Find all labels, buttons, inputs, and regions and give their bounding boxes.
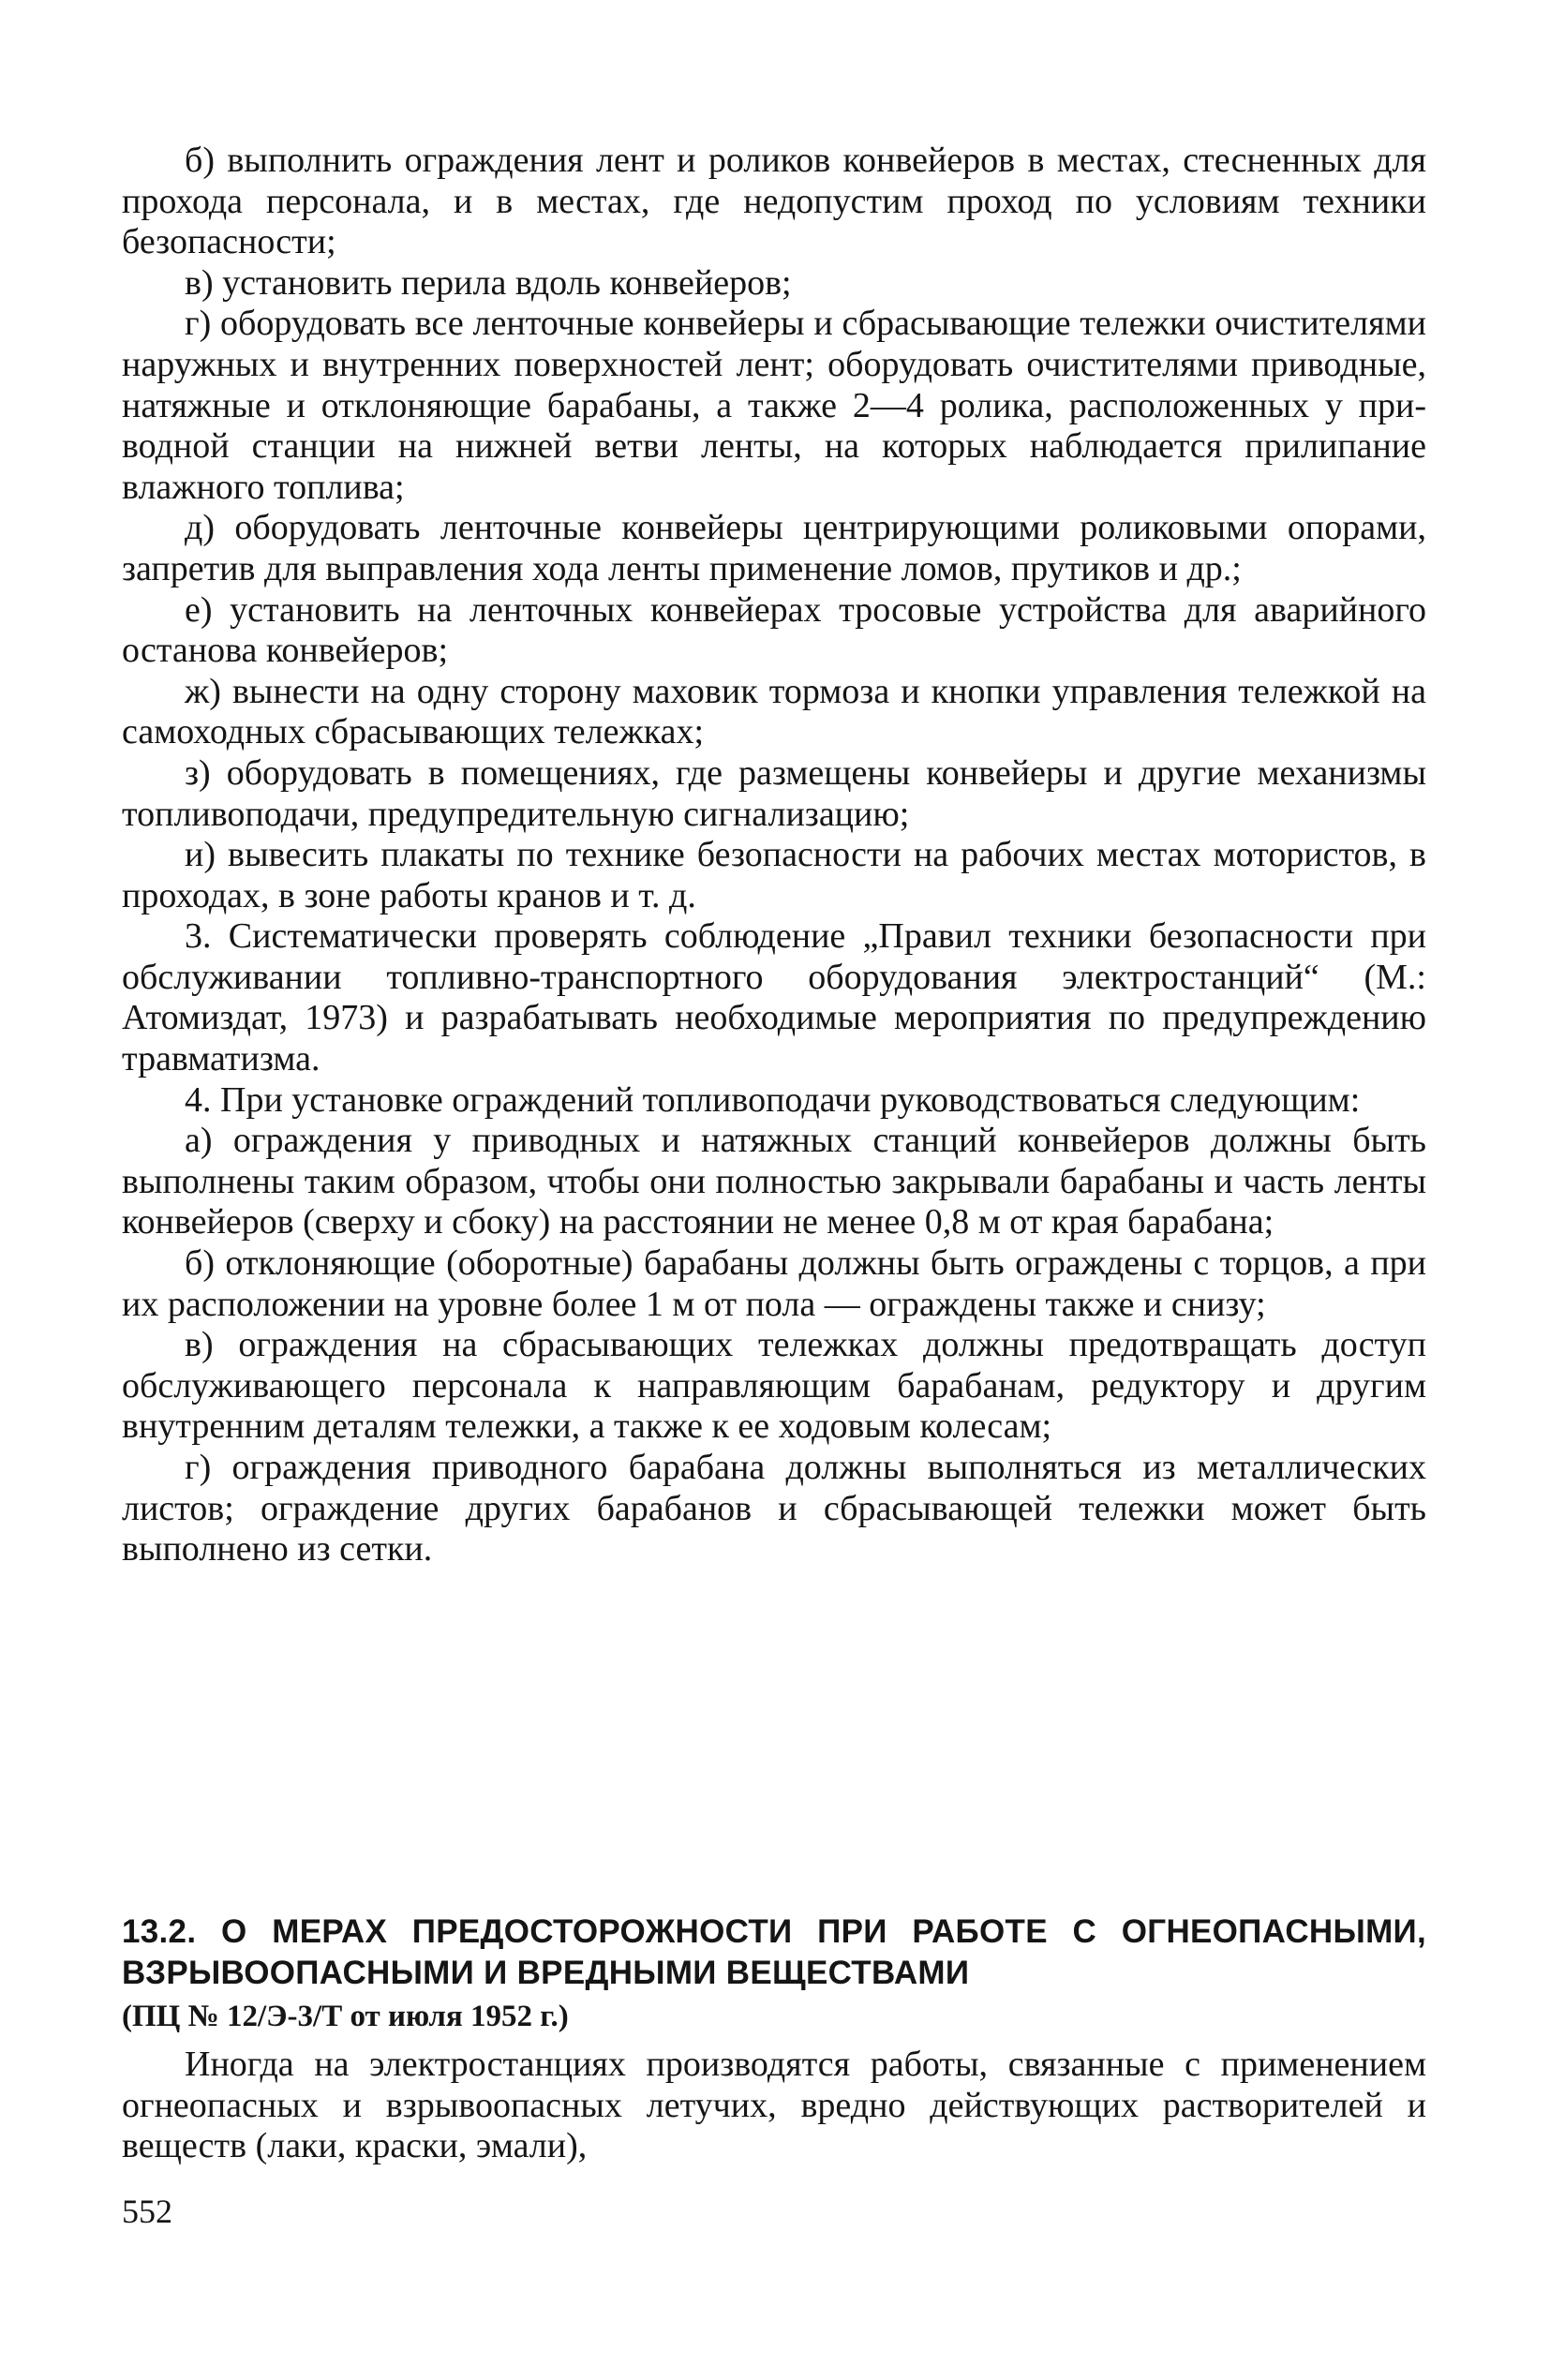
section-body <box>122 2045 1426 2167</box>
paragraph-i-posters: и) вывесить плакаты по технике безопасности на рабочих местах мотористов, в проходах, в зоне работы кранов и т. д. <box>122 835 1426 915</box>
section-paragraph: Иногда на электростанциях производятся работы, связанные с применением огнеопасных и взрывоопасных летучих, вредно действующих растворителей и веществ (лаки, краски, эмали), <box>122 2045 1426 2166</box>
paragraph-3-rules-check: 3. Систематически проверять соблюдение „Правил техники безопасности при обслуживании топливно-транспортного оборудования электростанций“ (М.: Атомиздат, 1973) и разрабатывать необходимые мероприятия по предупреждению травматизма. <box>122 916 1426 1079</box>
paragraph-b-deflection-drums: б) отклоняющие (оборотные) барабаны должны быть ограждены с торцов, а при их расположении на уровне более 1 м от пола — ограждены также и снизу; <box>122 1243 1426 1324</box>
paragraph-e-cable-stop: е) установить на ленточных конвейерах тросовые устройства для аварийного останова конвейеров; <box>122 589 1426 671</box>
paragraph-a-drive-stations: а) ограждения у приводных и натяжных станций конвейеров должны быть выполнены таким образом, чтобы они полностью закрывали барабаны и часть ленты конвейеров (сверху и сбоку) на расстоянии не менее 0,8 м от края барабана; <box>122 1121 1426 1242</box>
paragraph-4-guard-installation: 4. При установке ограждений топливоподачи руководствоваться следующим: <box>185 1079 1361 1120</box>
paragraph-d-centering-supports: д) оборудовать ленточные конвейеры центрирующими роликовыми опорами, запретив для выправления хода ленты применение ломов, прутиков и др.; <box>122 508 1426 588</box>
paragraph-v-tripper-guards: в) ограждения на сбрасывающих тележках должны предотвращать доступ обслуживающего персонала к направляющим барабанам, редуктору и другим внутренним деталям тележки, а также к ее ходовым колесам; <box>122 1325 1426 1447</box>
section-heading: 13.2. О МЕРАХ ПРЕДОСТОРОЖНОСТИ ПРИ РАБОТЕ С ОГНЕОПАСНЫМИ, ВЗРЫВООПАСНЫМИ И ВРЕДНЫМИ ВЕЩЕСТВАМИ <box>122 1913 1426 1991</box>
paragraph-b-guards: б) выполнить ограждения лент и роликов конвейеров в местах, стесненных для прохода персонала, и в местах, где недопустим проход по условиям техники безопасности; <box>122 141 1426 262</box>
main-text-block <box>122 141 1426 1570</box>
paragraph-g-cleaners: г) оборудовать все ленточные конвейеры и сбрасывающие тележки очистителями наружных и внутренних поверхностей лент; оборудовать очистителями приводные, натяжные и отклоняющие барабаны, а также 2—4 ролика, расположенных у приводной станции на нижней ветви ленты, на которых наблюдается прилипание влажного топлива; <box>122 304 1426 507</box>
section-reference: (ПЦ № 12/Э-3/Т от июля 1952 г.) <box>122 2000 569 2033</box>
paragraph-z-signaling: з) оборудовать в помещениях, где размещены конвейеры и другие механизмы топливоподачи, предупредительную сигнализацию; <box>122 752 1426 834</box>
paragraph-g-metal-sheets: г) ограждения приводного барабана должны выполняться из металлических листов; ограждение других барабанов и сбрасывающей тележки может быть выполнено из сетки. <box>122 1448 1426 1569</box>
paragraph-v-railings: в) установить перила вдоль конвейеров; <box>185 262 792 303</box>
paragraph-zh-brake-wheel: ж) вынести на одну сторону маховик тормоза и кнопки управления тележкой на самоходных сбрасывающих тележках; <box>122 671 1426 752</box>
page-number: 552 <box>122 2193 172 2230</box>
